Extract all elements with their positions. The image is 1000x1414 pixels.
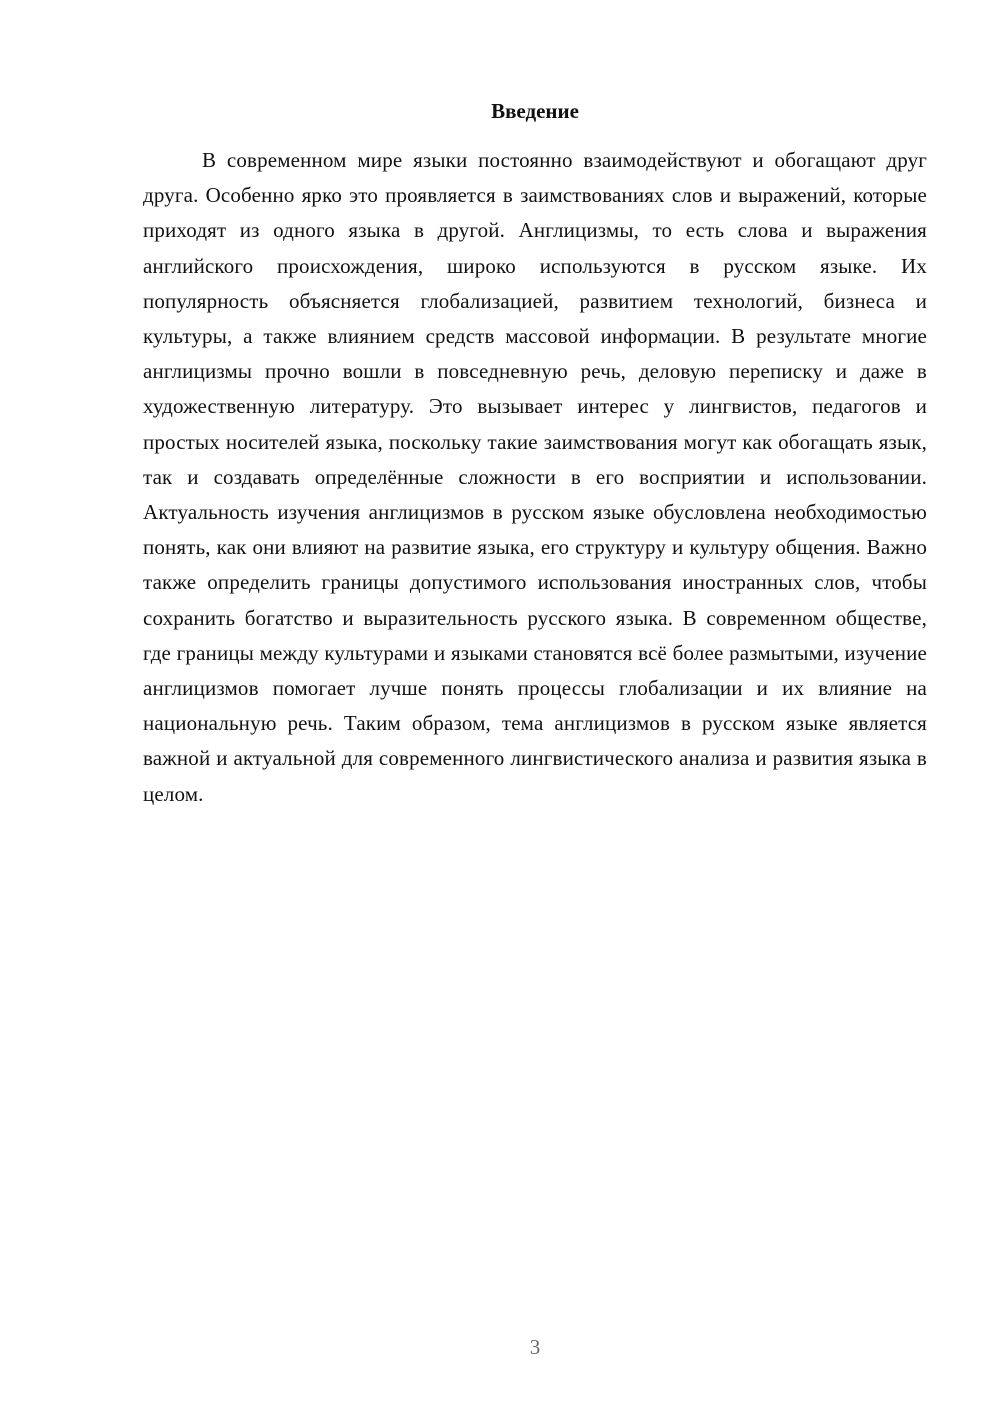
page-number: 3 [529,1335,541,1359]
page-heading: Введение [491,99,579,123]
body-paragraph: В современном мире языки постоянно взаимодействуют и обогащают друг друга. Особенно ярко это проявляется в заимствованиях слов и выражений, которые приходят из одного языка в другой. Англицизмы, то есть слова и выражения английского происхождения, широко используются в русском языке. Их популярность объясняется глобализацией, развитием технологий, бизнеса и культуры, а также влиянием средств массовой информации. В результате многие англицизмы прочно вошли в повседневную речь, деловую переписку и даже в художественную литературу. Это вызывает интерес у лингвистов, педагогов и простых носителей языка, поскольку такие заимствования могут как обогащать язык, так и создавать определённые сложности в его восприятии и использовании. Актуальность изучения англицизмов в русском языке обусловлена необходимостью понять, как они влияют на развитие языка, его структуру и культуру общения. Важно также определить границы допустимого использования иностранных слов, чтобы сохранить богатство и выразительность русского языка. В современном обществе, где границы между культурами и языками становятся всё более размытыми, изучение англицизмов помогает лучше понять процессы глобализации и их влияние на национальную речь. Таким образом, тема англицизмов в русском языке является важной и актуальной для современного лингвистического анализа и развития языка в целом. [143,148,927,806]
